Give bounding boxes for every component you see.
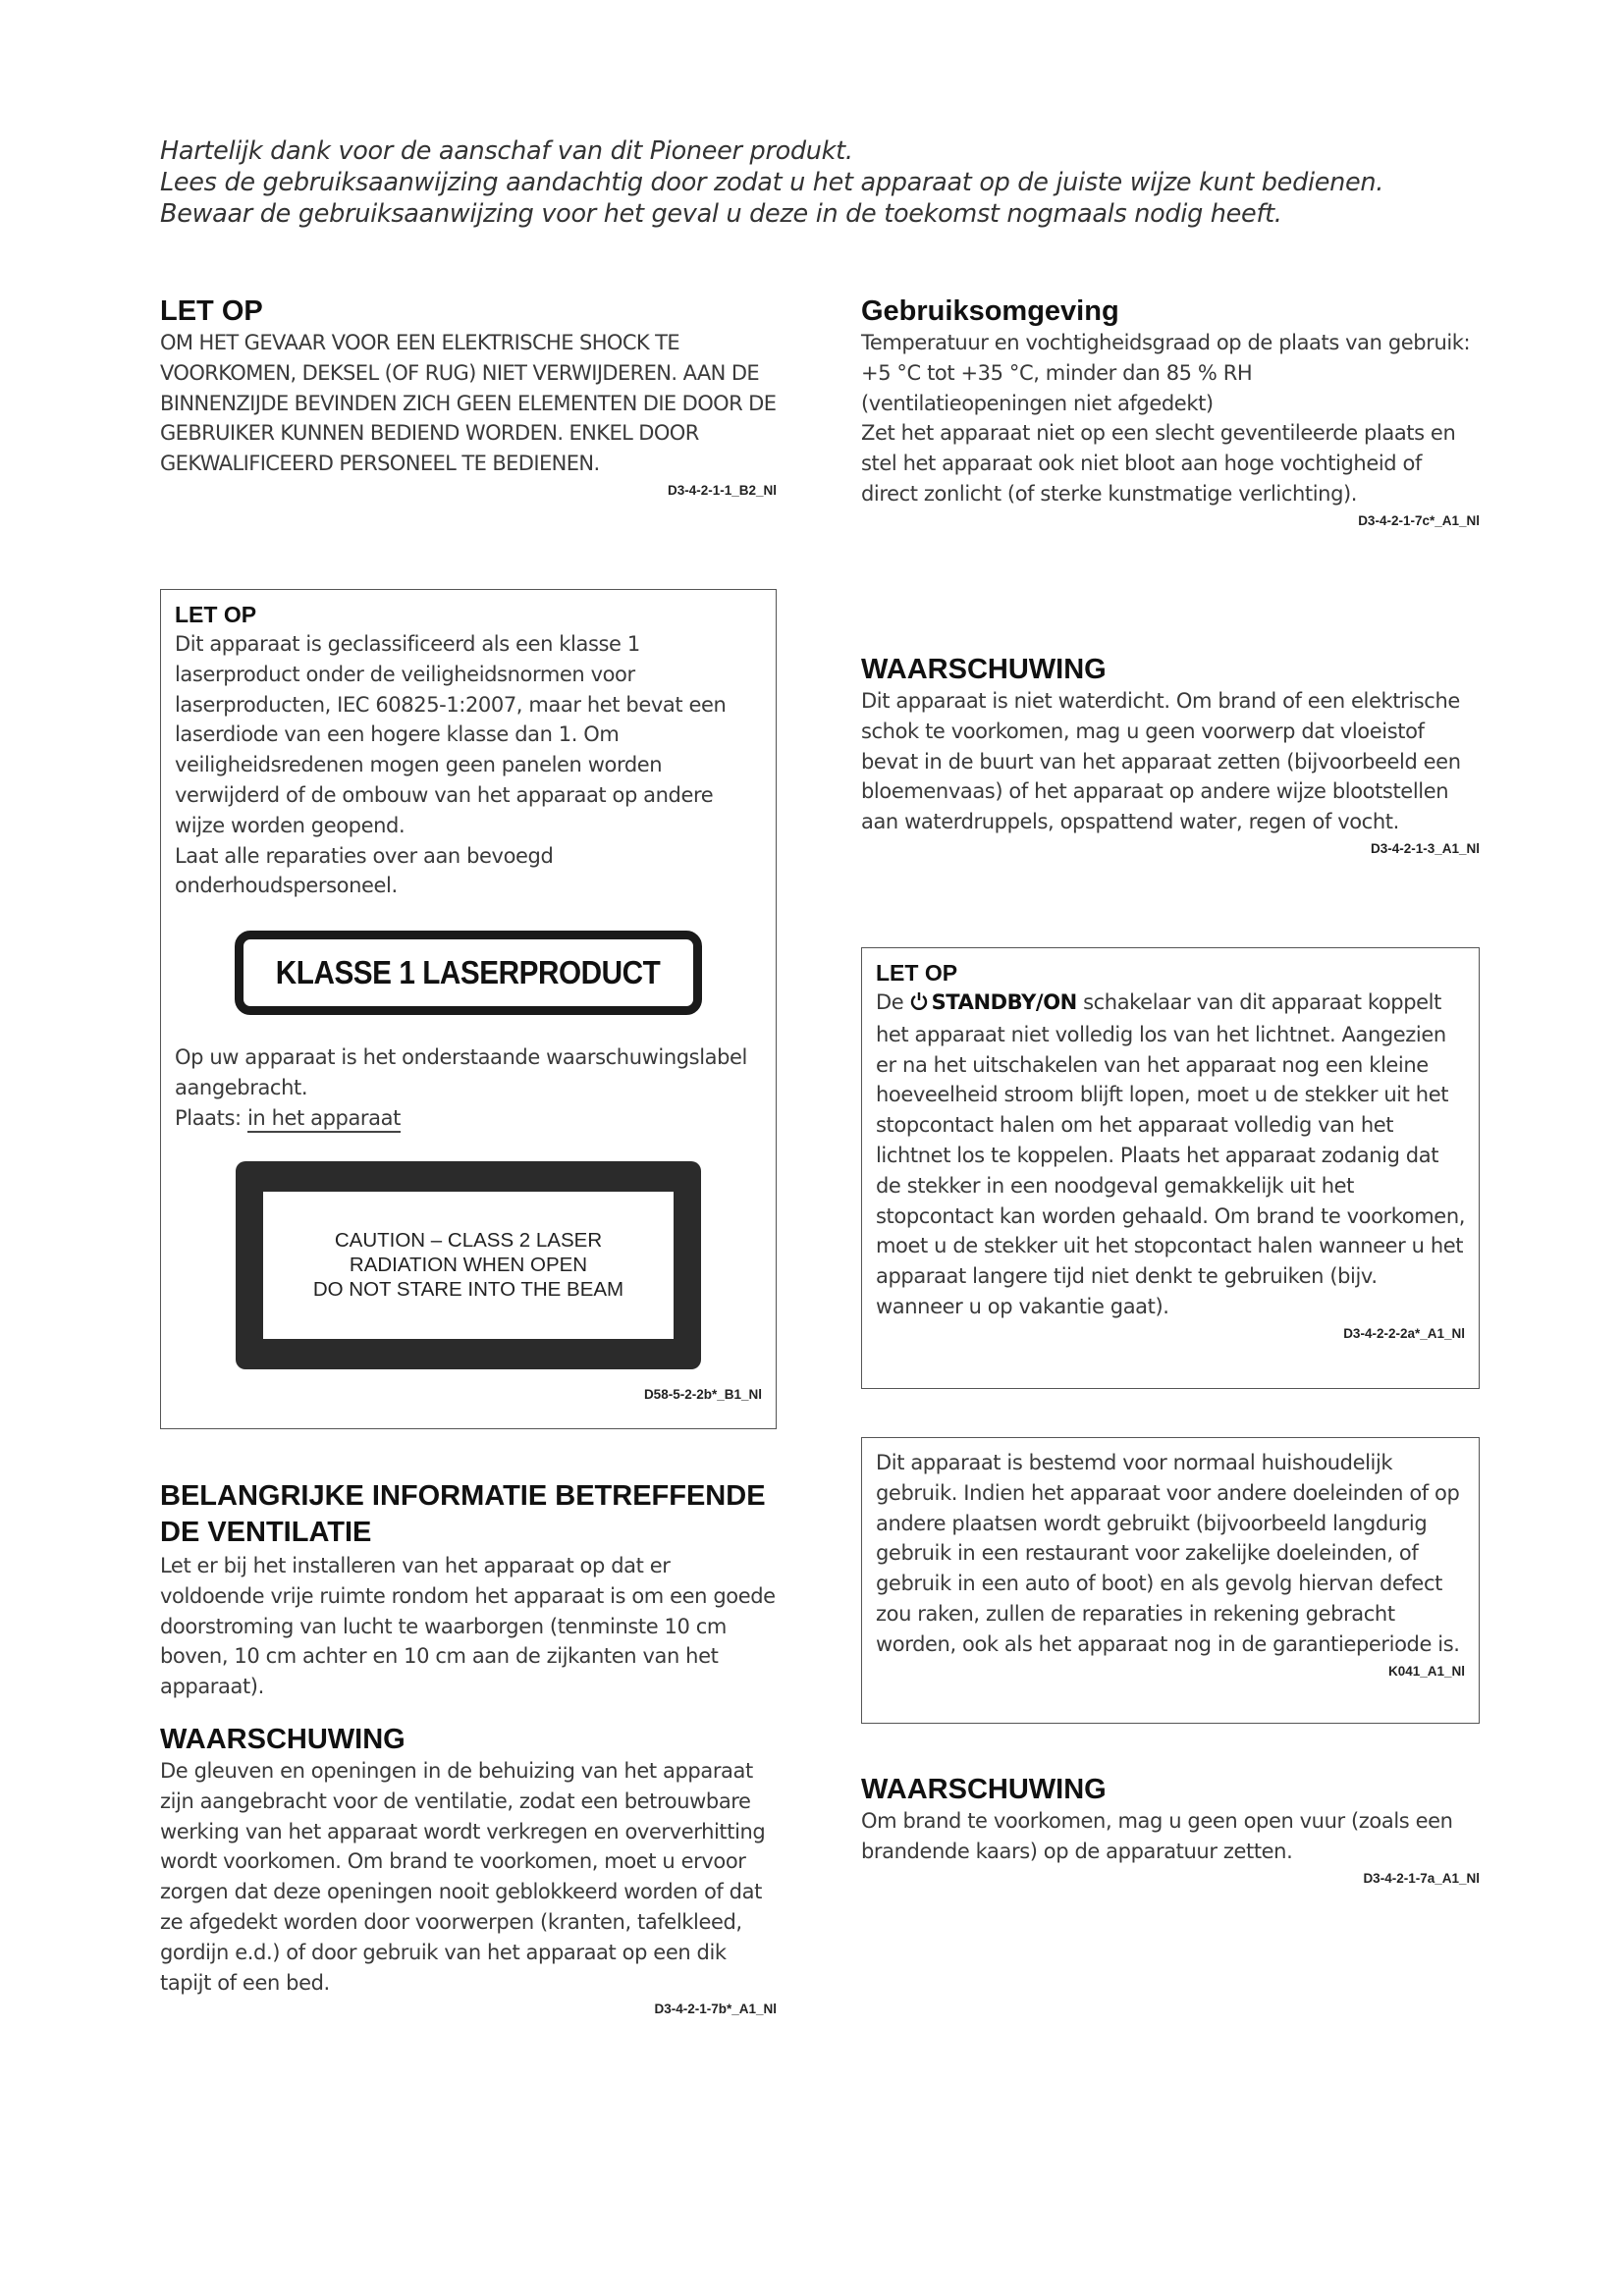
laser-box-repairs: Laat alle reparaties over aan bevoegd onderhoudspersoneel. [175,843,554,898]
waarschuwing-water-code: D3-4-2-1-3_A1_Nl [1370,840,1480,856]
standby-box [861,947,1480,1389]
let-op-title: LET OP [160,295,263,327]
waarschuwing-ventilation-code: D3-4-2-1-7b*_A1_Nl [654,2002,777,2017]
household-box [861,1437,1480,1724]
standby-button-label: STANDBY/ON [931,990,1077,1014]
laser-class-box [160,589,777,1429]
caution-line-2: RADIATION WHEN OPEN [349,1254,588,1277]
label-location-prefix: Plaats: [175,1105,247,1130]
standby-box-code: D3-4-2-2-2a*_A1_Nl [1343,1325,1465,1341]
ventilatie-body: Let er bij het installeren van het apparaat op dat er voldoende vrije ruimte rondom het apparaat is om een goede doorstroming van lucht te waarborgen (tenminste 10 cm boven, 10 cm achter en 10 cm aan de zijkanten van het apparaat). [160,1554,776,1699]
caution-line-3: DO NOT STARE INTO THE BEAM [312,1278,624,1302]
let-op-code: D3-4-2-1-1_B2_Nl [667,482,777,498]
caution-line-1: CAUTION – CLASS 2 LASER [334,1229,603,1253]
label-location [175,1103,762,1134]
class-1-laser-label [235,931,702,1015]
waarschuwing-ventilation-body: De gleuven en openingen in de behuizing van het apparaat zijn aangebracht voor de ventilatie, zodat een betrouwbare werking van het apparaat wordt verkregen en oververhitting wordt voorkomen. Om brand te voorkomen, moet u ervoor zorgen dat deze openingen nooit geblokkeerd worden of dat ze afgedekt worden door voorwerpen (kranten, tafelkleed, gordijn e.d.) of door gebruik van het apparaat op een dik tapijt of een bed. [160,1759,766,1995]
waarschuwing-fire-section [861,1773,1480,1889]
waarschuwing-fire-body: Om brand te voorkomen, mag u geen open vuur (zoals een brandende kaars) op de apparatuur zetten. [861,1809,1453,1863]
intro-text [160,135,1466,230]
label-location-value: in het apparaat [247,1106,401,1133]
standby-box-body [876,988,1465,1322]
let-op-section [160,294,777,501]
gebruiksomgeving-line-2: +5 °C tot +35 °C, minder dan 85 % RH [861,360,1253,385]
standby-box-title: LET OP [876,960,958,986]
standby-prefix: De [876,990,910,1014]
caution-laser-label [236,1161,701,1369]
household-box-body: Dit apparaat is bestemd voor normaal huishoudelijk gebruik. Indien het apparaat voor andere doeleinden of op andere plaatsen wordt gebruikt (bijvoorbeeld langdurig gebruik in een restaurant voor zakelijke doeleinden, of gebruik in een auto of boot) en als gevolg hiervan defect zou raken, zullen de reparaties in rekening gebracht worden, ook als het apparaat nog in de garantieperiode is. [876,1451,1460,1656]
warning-label-info: Op uw apparaat is het onderstaande waarschuwingslabel aangebracht. [175,1045,747,1099]
let-op-body: OM HET GEVAAR VOOR EEN ELEKTRISCHE SHOCK TE VOORKOMEN, DEKSEL (OF RUG) NIET VERWIJDEREN. AAN DE BINNENZIJDE BEVINDEN ZICH GEEN ELEMENTEN DIE DOOR DE GEBRUIKER KUNNEN BEDIEND WORDEN. ENKEL DOOR GEKWALIFICEERD PERSONEEL TE BEDIENEN. [160,331,777,476]
ventilatie-section [160,1478,777,1702]
waarschuwing-ventilation-section [160,1723,777,2019]
caution-label-inner [263,1192,674,1339]
laser-box-body: Dit apparaat is geclassificeerd als een klasse 1 laserproduct onder de veiligheidsnormen voor laserproducten, IEC 60825-1:2007, maar het bevat een laserdiode van een hogere klasse dan 1. Om veiligheidsredenen mogen geen panelen worden verwijderd of de ombouw van het apparaat op andere wijze worden geopend. [175,632,727,837]
waarschuwing-water-body: Dit apparaat is niet waterdicht. Om brand of een elektrische schok te voorkomen, mag u geen voorwerp dat vloeistof bevat in de buurt van het apparaat zetten (bijvoorbeeld een bloemenvaas) of het apparaat op andere wijze blootstellen aan waterdruppels, opspattend water, regen of vocht. [861,689,1461,834]
standby-body-text: schakelaar van dit apparaat koppelt het apparaat niet volledig los van het lichtnet. Aangezien er na het uitschakelen van het apparaat nog een kleine hoeveelheid stroom blijft lopen, moet u de stekker uit het stopcontact halen om het apparaat volledig van het lichtnet los te koppelen. Plaats het apparaat zodanig dat de stekker in een noodgeval gemakkelijk uit het stopcontact kan worden gehaald. Om brand te voorkomen, moet u de stekker uit het stopcontact halen wanneer u het apparaat langere tijd niet denkt te gebruiken (bijv. wanneer u op vakantie gaat). [876,990,1466,1318]
laser-box-title: LET OP [175,602,257,627]
waarschuwing-fire-code: D3-4-2-1-7a_A1_Nl [1363,1870,1480,1886]
gebruiksomgeving-line-4: Zet het apparaat niet op een slecht geventileerde plaats en stel het apparaat ook niet bloot aan hoge vochtigheid of direct zonlicht (of sterke kunstmatige verlichting). [861,421,1456,506]
household-box-code: K041_A1_Nl [1387,1663,1465,1679]
waarschuwing-ventilation-title: WAARSCHUWING [160,1724,406,1755]
power-icon [910,989,928,1020]
ventilatie-title: BELANGRIJKE INFORMATIE BETREFFENDE DE VENTILATIE [160,1480,766,1548]
gebruiksomgeving-line-3: (ventilatieopeningen niet afgedekt) [861,391,1214,415]
intro-line-2: Lees de gebruiksaanwijzing aandachtig door zodat u het apparaat op de juiste wijze kunt bedienen. [160,168,1384,197]
waarschuwing-water-section [861,653,1480,859]
waarschuwing-fire-title: WAARSCHUWING [861,1774,1107,1805]
gebruiksomgeving-section [861,294,1480,531]
gebruiksomgeving-title: Gebruiksomgeving [861,295,1119,327]
intro-line-3: Bewaar de gebruiksaanwijzing voor het geval u deze in de toekomst nogmaals nodig heeft. [160,199,1282,229]
class-1-laser-label-text: KLASSE 1 LASERPRODUCT [276,954,661,991]
gebruiksomgeving-line-1: Temperatuur en vochtigheidsgraad op de plaats van gebruik: [861,331,1471,354]
laser-box-code: D58-5-2-2b*_B1_Nl [643,1386,762,1402]
waarschuwing-water-title: WAARSCHUWING [861,654,1107,685]
gebruiksomgeving-code: D3-4-2-1-7c*_A1_Nl [1358,512,1480,528]
intro-line-1: Hartelijk dank voor de aanschaf van dit Pioneer produkt. [160,136,853,166]
